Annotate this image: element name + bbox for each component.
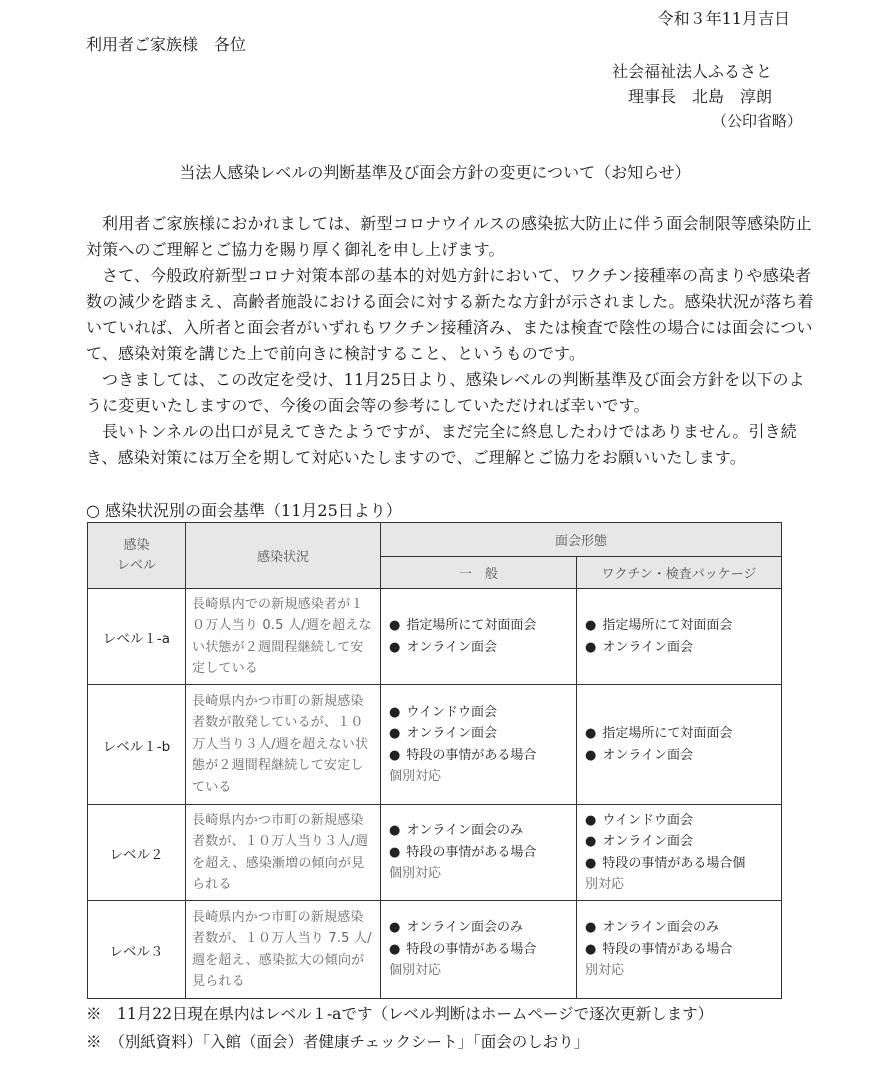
visit-item: ● オンライン面会のみ [585, 917, 777, 939]
visit-item: ● 特段の事情がある場合 [585, 939, 777, 961]
header-general: 一 般 [381, 557, 577, 589]
visit-item: ● 特段の事情がある場合 [389, 745, 572, 767]
situation-cell: 長崎県内かつ市町の新規感染者数が、１０万人当り３人/週を超え、感染漸増の傾向が見られる [186, 805, 381, 901]
body-paragraph: 利用者ご家族様におかれましては、新型コロナウイルスの感染拡大防止に伴う面会制限等感染防止対策へのご理解とご協力を賜り厚く御礼を申し上げます。 [86, 214, 812, 259]
general-visit-cell [381, 589, 577, 685]
footnote-level-status: ※ 11月22日現在県内はレベル１-aです（レベル判断はホームページで逐次更新します） [86, 1005, 714, 1023]
body-paragraph: 長いトンネルの出口が見えてきたようですが、まだ完全に終息したわけではありません。引き続き、感染対策には万全を期して対応いたしますので、ご理解とご協力をお願いいたします。 [86, 422, 797, 467]
package-visit-cell [577, 589, 782, 685]
general-visit-cell [381, 685, 577, 805]
visit-item: ● 特段の事情がある場合個 [585, 853, 777, 875]
header-visit-type: 面会形態 [381, 523, 782, 557]
visit-note: 個別対応 [389, 963, 442, 979]
table-row [88, 685, 782, 805]
level-cell: レベル１-b [88, 685, 186, 805]
visit-item: ● ウインドウ面会 [389, 702, 572, 724]
visit-note: 個別対応 [389, 866, 442, 882]
situation-cell: 長崎県内かつ市町の新規感染者数が、１０万人当り 7.5 人/週を超え、感染拡大の傾向が見られる [186, 901, 381, 999]
section-title: ○ 感染状況別の面会基準（11月25日より） [86, 501, 402, 520]
recipient: 利用者ご家族様 各位 [86, 35, 247, 54]
document-title: 当法人感染レベルの判断基準及び面会方針の変更について（お知らせ） [179, 163, 691, 182]
body-text [86, 211, 816, 471]
visit-item: ● オンライン面会のみ [389, 820, 572, 842]
body-paragraph: さて、今般政府新型コロナ対策本部の基本的対処方針において、ワクチン接種率の高まりや感染者数の減少を踏まえ、高齢者施設における面会に対する新たな方針が示されました。感染状況が落ち着いていれば、入所者と面会者がいずれもワクチン接種済み、または検査で陰性の場合には面会について、感染対策を講じた上で前向きに検討すること、というものです。 [86, 266, 814, 363]
level-cell: レベル３ [88, 901, 186, 999]
visit-item: ● オンライン面会 [585, 637, 777, 659]
director-name: 理事長 北島 淳朗 [628, 87, 773, 106]
visit-note: 別対応 [585, 877, 625, 892]
visit-item: ● オンライン面会のみ [389, 917, 572, 939]
visit-note: 別対応 [585, 963, 625, 979]
visit-item: ● オンライン面会 [585, 745, 777, 767]
notice-date: 令和３年11月吉日 [657, 9, 790, 28]
visit-item: ● 指定場所にて対面面会 [585, 723, 777, 745]
situation-cell: 長崎県内かつ市町の新規感染者数が散発しているが、１０万人当り３人/週を超えない状態が２週間程継続して安定している [186, 685, 381, 805]
visit-item: ● 指定場所にて対面面会 [389, 615, 572, 637]
header-level: 感染 レベル [88, 523, 186, 589]
visit-item: ● 特段の事情がある場合 [389, 842, 572, 864]
visit-item: ● 指定場所にて対面面会 [585, 615, 777, 637]
visit-item: ● 特段の事情がある場合 [389, 939, 572, 961]
seal-note: （公印省略） [712, 112, 803, 130]
visit-item: ● オンライン面会 [585, 831, 777, 853]
visit-item: ● オンライン面会 [389, 723, 572, 745]
package-visit-cell [577, 685, 782, 805]
table-row [88, 901, 782, 999]
package-visit-cell [577, 805, 782, 901]
body-paragraph: つきましては、この改定を受け、11月25日より、感染レベルの判断基準及び面会方針を以下のように変更いたしますので、今後の面会等の参考にしていただければ幸いです。 [86, 370, 805, 415]
level-cell: レベル１-a [88, 589, 186, 685]
visit-note: 個別対応 [389, 769, 442, 784]
situation-cell: 長崎県内での新規感染者が１０万人当り 0.5 人/週を超えない状態が２週間程継続して安定している [186, 589, 381, 685]
header-package: ワクチン・検査パッケージ [577, 557, 782, 589]
footnote-attachments: ※ （別紙資料）「入館（面会）者健康チェックシート」「面会のしおり」 [86, 1033, 590, 1051]
general-visit-cell [381, 901, 577, 999]
visit-item: ● ウインドウ面会 [585, 810, 777, 832]
organization-name: 社会福祉法人ふるさと [612, 62, 773, 81]
general-visit-cell [381, 805, 577, 901]
level-cell: レベル２ [88, 805, 186, 901]
visit-item: ● オンライン面会 [389, 637, 572, 659]
package-visit-cell [577, 901, 782, 999]
table-row [88, 805, 782, 901]
visit-criteria-table [87, 522, 782, 999]
table-row [88, 589, 782, 685]
header-situation: 感染状況 [186, 523, 381, 589]
